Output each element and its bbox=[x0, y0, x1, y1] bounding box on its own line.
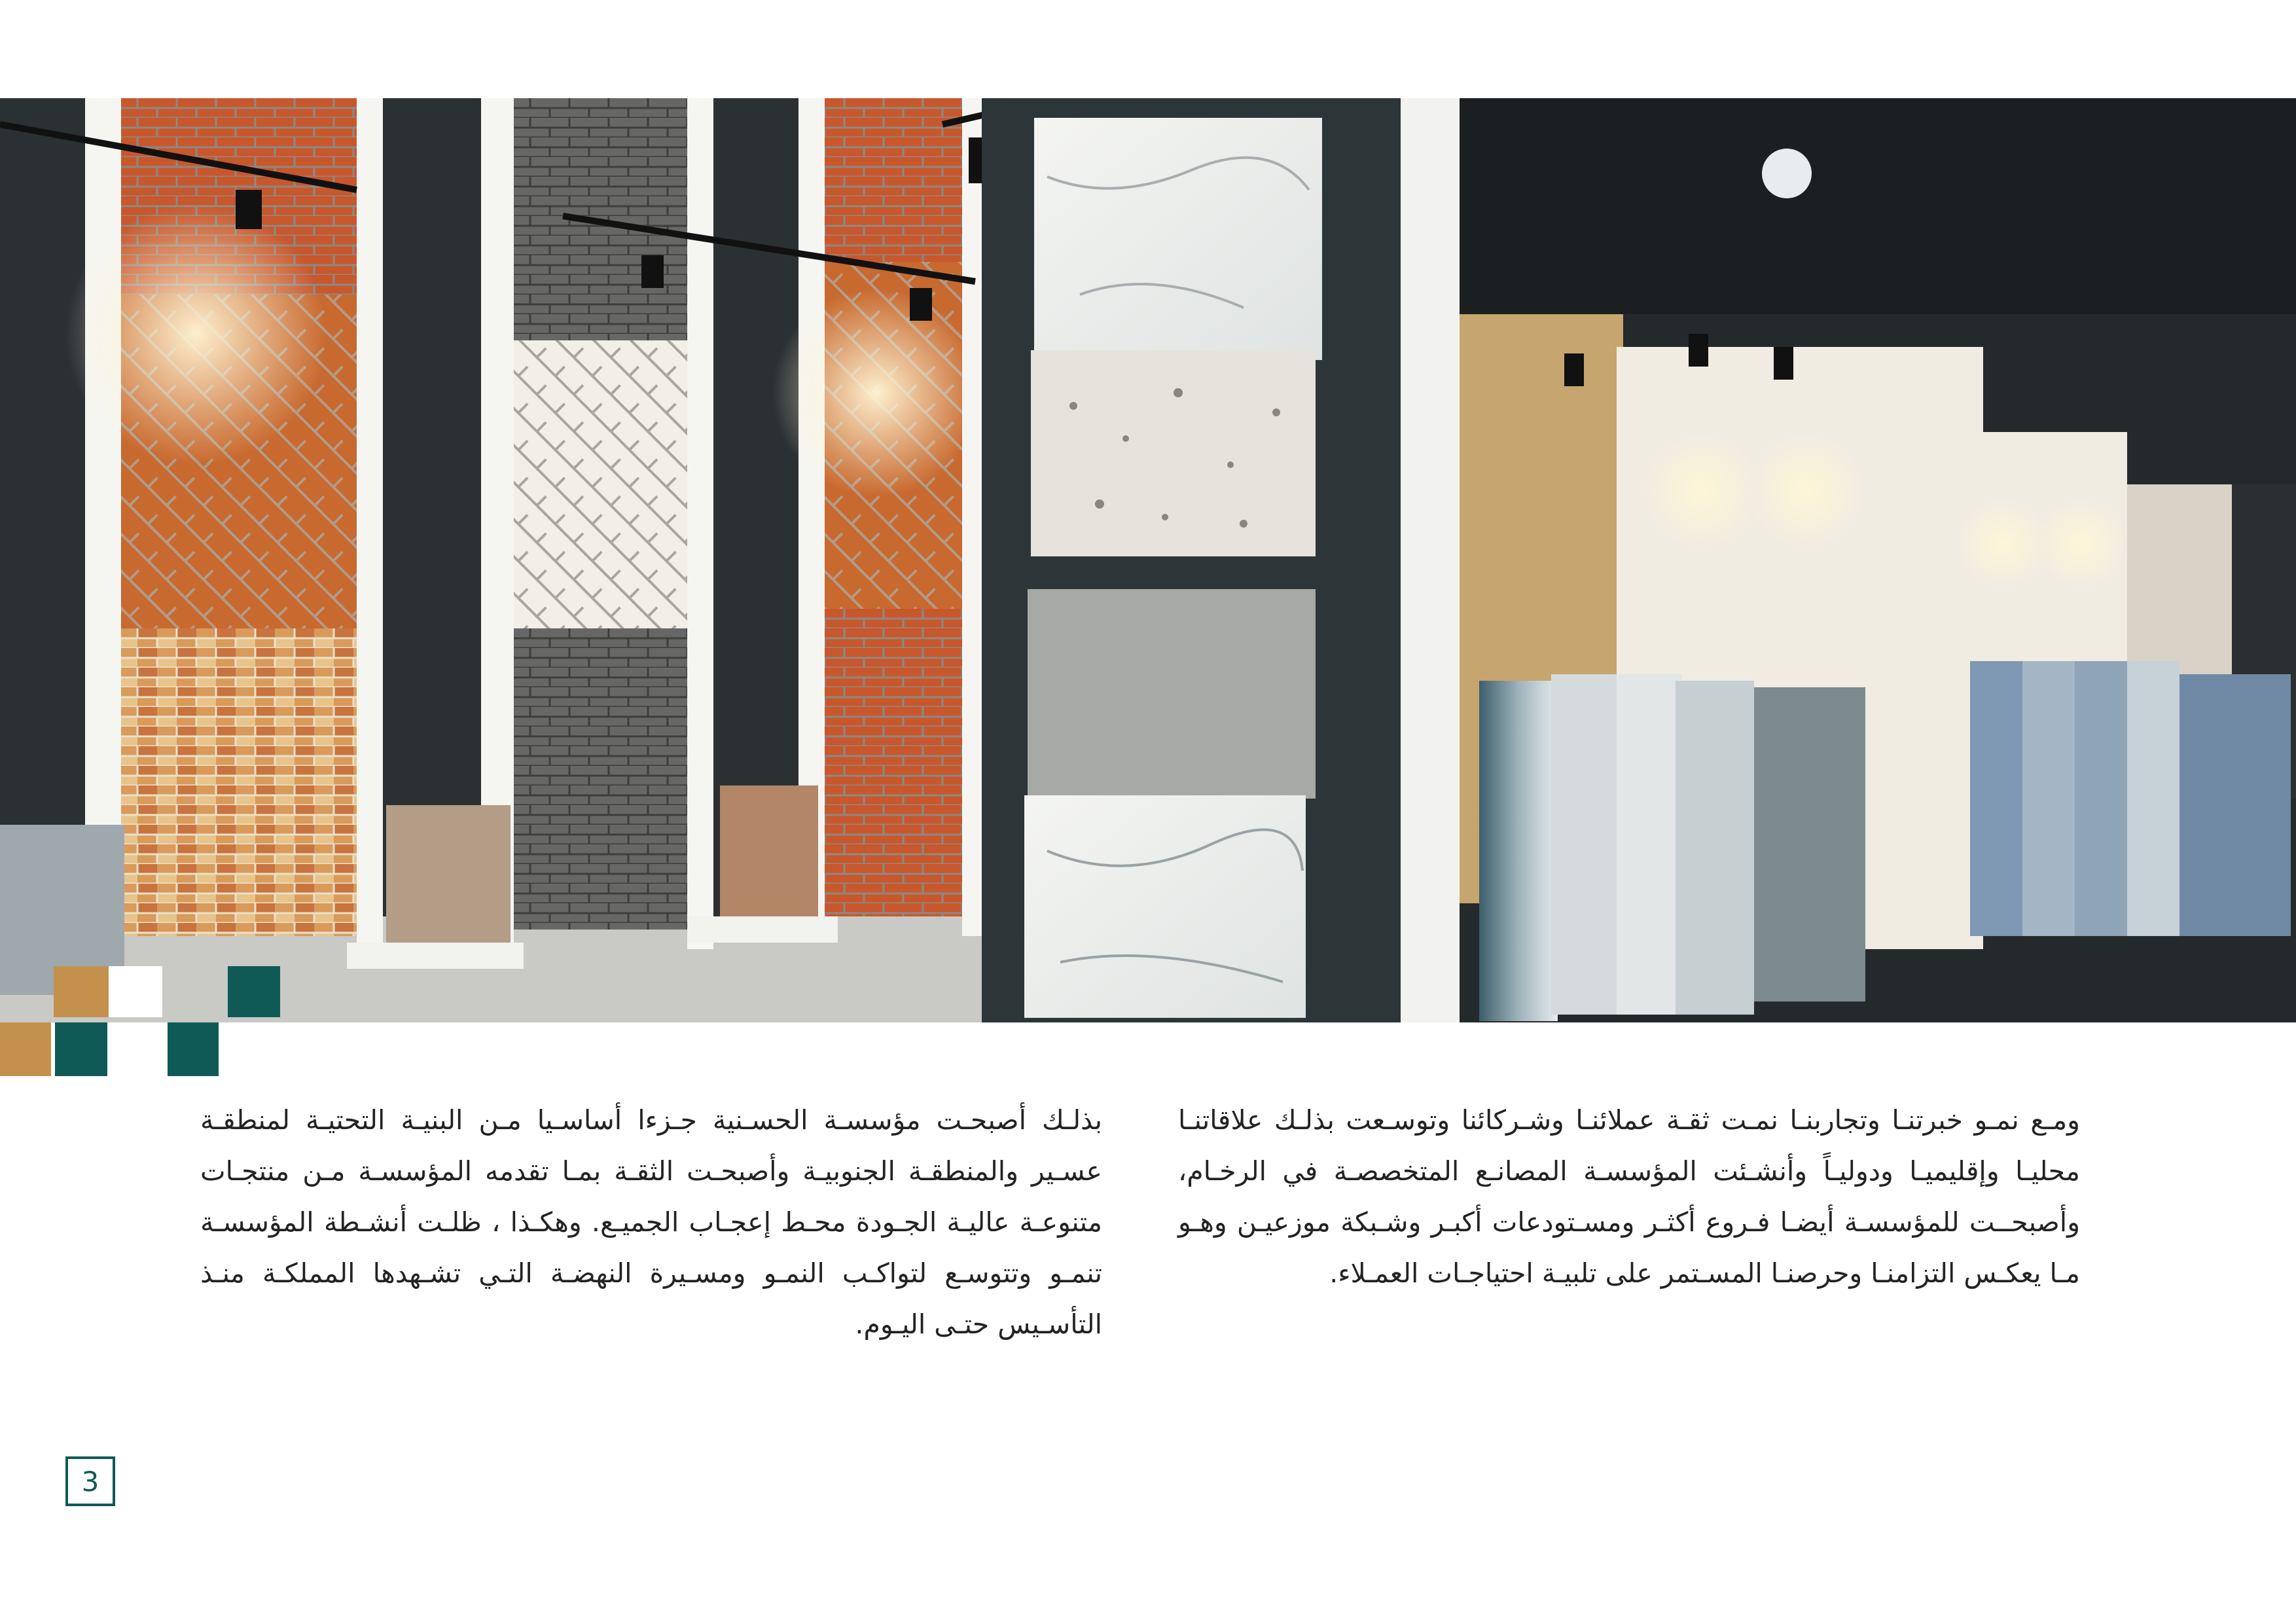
page-number bbox=[65, 1456, 115, 1506]
paragraph: ومـع نمـو خبرتنـا وتجاربنـا نمـت ثقـة عملائنـا وشـركائنا وتوسـعت بذلـك علاقاتنـا محليـا وإقليميـا ودوليـاً وأنشـئت المؤسسـة المصانـع المتخصصـة في الرخـام، وأصبحــت للمؤسسـة أيضـا فـروع أكثـر ومسـتودعات أكبـر وشـبكة موزعيـن وهـو مـا يعكـس التزامنـا وحرصنـا المسـتمر على تلبيـة احتياجـات العمـلاء. bbox=[1178, 1104, 2080, 1289]
gold-swatch bbox=[54, 966, 109, 1017]
text-column-right bbox=[1178, 1094, 2080, 1299]
showroom-illustration bbox=[0, 98, 2296, 1022]
teal-swatch bbox=[55, 1022, 107, 1076]
gold-swatch bbox=[0, 1022, 51, 1076]
teal-swatch bbox=[168, 1022, 219, 1076]
page-number-text: 3 bbox=[81, 1465, 99, 1498]
showroom-photo bbox=[0, 98, 2296, 1022]
teal-swatch bbox=[228, 966, 280, 1017]
paragraph: بذلـك أصبحـت مؤسسـة الحسـنية جـزءا أساسـيا مـن البنيـة التحتيـة لمنطقـة عسـير والمنطقـة الجنوبيـة وأصبحـت الثقـة بمـا تقدمه المؤسسـة مـن منتجـات متنوعـة عاليـة الجـودة محـط إعجـاب الجميـع. وهكـذا ، ظلـت أنشـطة المؤسسـة تنمـو وتتوسـع لتواكـب النمـو ومسـيرة النهضـة التـي تشـهدها المملكـة منـذ التأسـيس حتـى اليـوم. bbox=[200, 1104, 1102, 1340]
white-swatch bbox=[109, 966, 162, 1017]
text-column-left bbox=[200, 1094, 1102, 1350]
